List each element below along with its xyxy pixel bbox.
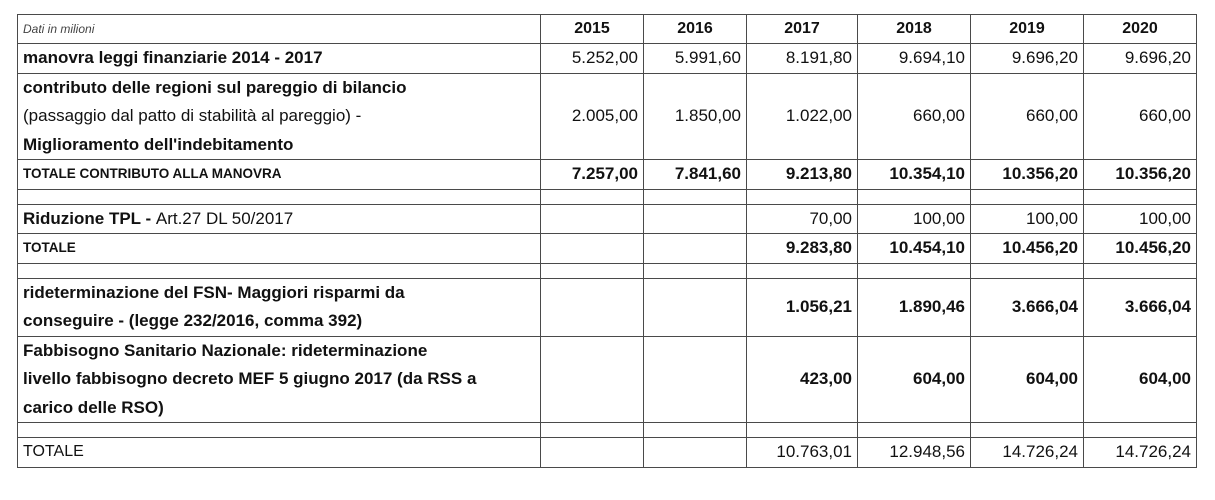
cell-value: 9.283,80 (747, 234, 858, 264)
budget-table (17, 14, 1197, 468)
row-label: TOTALE (18, 438, 541, 468)
cell-value: 10.356,20 (1084, 160, 1197, 190)
cell-value: 10.456,20 (971, 234, 1084, 264)
cell-value: 10.456,20 (1084, 234, 1197, 264)
row-totale-1 (18, 234, 1197, 264)
cell-value: 2.005,00 (541, 73, 644, 160)
cell-value: 100,00 (1084, 204, 1197, 234)
cell-value: 5.991,60 (644, 44, 747, 74)
row-totale-contributo (18, 160, 1197, 190)
label-line: Fabbisogno Sanitario Nazionale: rideterminazione (23, 340, 428, 360)
row-fsn (18, 278, 1197, 336)
year-header: 2017 (747, 15, 858, 44)
year-header: 2015 (541, 15, 644, 44)
cell-value: 70,00 (747, 204, 858, 234)
row-label (18, 336, 541, 423)
cell-value: 7.257,00 (541, 160, 644, 190)
cell-value: 1.850,00 (644, 73, 747, 160)
cell-value (644, 438, 747, 468)
row-fabbisogno (18, 336, 1197, 423)
row-label (18, 204, 541, 234)
cell-value: 9.696,20 (971, 44, 1084, 74)
label-line: livello fabbisogno decreto MEF 5 giugno 2017 (da RSS a (23, 369, 477, 388)
year-header: 2019 (971, 15, 1084, 44)
cell-value: 10.354,10 (858, 160, 971, 190)
cell-value: 604,00 (858, 336, 971, 423)
cell-value: 5.252,00 (541, 44, 644, 74)
cell-value: 1.056,21 (747, 278, 858, 336)
cell-value: 604,00 (1084, 336, 1197, 423)
label-line: rideterminazione del FSN- Maggiori risparmi da (23, 282, 405, 302)
cell-value (541, 336, 644, 423)
cell-value: 7.841,60 (644, 160, 747, 190)
cell-value (644, 234, 747, 264)
cell-value: 3.666,04 (971, 278, 1084, 336)
cell-value: 604,00 (971, 336, 1084, 423)
spacer-row (18, 423, 1197, 438)
cell-value: 660,00 (971, 73, 1084, 160)
cell-value (541, 278, 644, 336)
cell-value (541, 204, 644, 234)
cell-value (644, 336, 747, 423)
row-label (18, 278, 541, 336)
cell-value: 3.666,04 (1084, 278, 1197, 336)
label-line: contributo delle regioni sul pareggio di bilancio (23, 77, 407, 97)
year-header: 2016 (644, 15, 747, 44)
cell-value: 423,00 (747, 336, 858, 423)
row-label (18, 73, 541, 160)
label-line: carico delle RSO) (23, 397, 164, 417)
spacer-row (18, 263, 1197, 278)
cell-value (541, 234, 644, 264)
cell-value: 10.454,10 (858, 234, 971, 264)
cell-value: 9.213,80 (747, 160, 858, 190)
cell-value: 10.763,01 (747, 438, 858, 468)
label-line: Miglioramento dell'indebitamento (23, 134, 294, 154)
cell-value (541, 438, 644, 468)
cell-value: 100,00 (971, 204, 1084, 234)
year-header: 2020 (1084, 15, 1197, 44)
cell-value: 14.726,24 (1084, 438, 1197, 468)
cell-value: 1.022,00 (747, 73, 858, 160)
units-label: Dati in milioni (18, 15, 541, 44)
row-totale-2 (18, 438, 1197, 468)
cell-value: 9.696,20 (1084, 44, 1197, 74)
label-line: (passaggio dal patto di stabilità al pareggio) - (23, 106, 362, 125)
year-header: 2018 (858, 15, 971, 44)
cell-value (644, 204, 747, 234)
cell-value: 1.890,46 (858, 278, 971, 336)
cell-value: 12.948,56 (858, 438, 971, 468)
spacer-row (18, 189, 1197, 204)
header-row (18, 15, 1197, 44)
row-regioni (18, 73, 1197, 160)
cell-value: 10.356,20 (971, 160, 1084, 190)
cell-value: 660,00 (858, 73, 971, 160)
cell-value: 660,00 (1084, 73, 1197, 160)
cell-value (644, 278, 747, 336)
row-label: TOTALE CONTRIBUTO ALLA MANOVRA (18, 160, 541, 190)
cell-value: 100,00 (858, 204, 971, 234)
cell-value: 8.191,80 (747, 44, 858, 74)
row-tpl (18, 204, 1197, 234)
cell-value: 9.694,10 (858, 44, 971, 74)
cell-value: 14.726,24 (971, 438, 1084, 468)
label-line: conseguire - (legge 232/2016, comma 392) (23, 311, 363, 330)
label-rest: Art.27 DL 50/2017 (155, 208, 294, 228)
row-manovra (18, 44, 1197, 74)
row-label: TOTALE (18, 234, 541, 264)
label-bold: Riduzione TPL - (23, 208, 156, 228)
row-label: manovra leggi finanziarie 2014 - 2017 (18, 44, 541, 74)
